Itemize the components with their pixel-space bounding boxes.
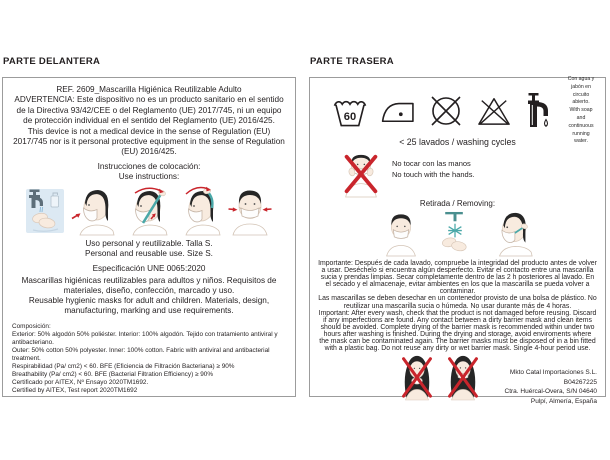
no-touch-text-es: No tocar con las manos	[392, 159, 471, 168]
use-instruction-steps	[12, 186, 286, 235]
removing-steps-row	[318, 209, 597, 256]
instructions-title-en: Use instructions:	[118, 172, 180, 182]
company-block	[505, 368, 597, 406]
composition-line: Certified by AITEX, Test report 2020TM1692	[12, 386, 138, 394]
important-text-en: Important: After every wash, check that the product is not damaged before reusing. Discard if any imperfections are found. Any contact between a dirty barrier mask and clean items should be avoided. Complete drying of the barrier mask is recommended within under two hours after washing is finished. During the drying and storage, avoid enviroments where the mask can be contaminated again. The barrier masks must be disposed of in a bin fitted with a plastic bag. Do not reuse any dirty or wet barrier mask. Single 4-hour period use.	[318, 309, 597, 353]
remove-mask-step-icon	[491, 210, 533, 256]
spec-text-en: Reusable hygienic masks for adult and children. Materials, design, manufacturing, marking and use requirements.	[28, 296, 270, 316]
wash-cycles-text: < 25 lavados / washing cycles	[399, 137, 516, 147]
wrong-use-face-icon	[446, 354, 480, 400]
strap-over-head-step-icon	[121, 187, 169, 235]
important-text-es-2: Las mascarillas se deben desechar en un contenedor provisto de una bolsa de plástico. No reutilizar una mascarilla sucia o húmeda. No usar durante más de 4 horas.	[318, 295, 597, 310]
wash-60-icon	[332, 95, 368, 128]
usage-text-en: Personal and reusable use. Size S.	[85, 249, 213, 259]
composition-line: Breathability (Pa/ cm2) < 60. BFE (Bacterial Filtration Efficiency) ≥ 90%	[12, 370, 214, 378]
usage-text-es: Uso personal y reutilizable. Talla S.	[85, 238, 213, 248]
no-touch-text-en: No touch with the hands.	[392, 170, 475, 179]
instructions-title-es: Instrucciones de colocación:	[97, 161, 201, 171]
company-address: Ctra. Huércal-Overa, S/N 04640	[504, 388, 597, 396]
strap-behind-head-step-icon	[174, 187, 222, 235]
iron-icon	[379, 97, 417, 125]
no-touch-face-icon	[340, 151, 382, 197]
mask-on-face-step-icon	[70, 187, 116, 235]
company-tax-id: B04267225	[563, 378, 597, 386]
handwash-step-icon	[25, 187, 65, 235]
company-name: Mkto Catal Importaciones S.L.	[509, 369, 597, 377]
composition-line: Outer: 50% cotton 50% polyester. Inner: 100% cotton. Fabric with antiviral and antibacterial treatment.	[12, 347, 270, 363]
wrong-use-face-icon	[400, 354, 434, 400]
company-city: Pulpí, Almería, España	[530, 397, 597, 405]
no-tumble-dry-icon	[428, 93, 464, 129]
spec-text-es: Mascarillas higiénicas reutilizables para adultos y niños. Requisitos de materiales, diseño, confección, marcado y uso.	[21, 275, 277, 295]
ref-line: REF. 2609_Mascarilla Higiénica Reutilizable Adulto	[56, 85, 242, 94]
tap-icon	[524, 91, 554, 131]
wash-temperature: 60	[343, 110, 357, 123]
back-panel-label: PARTE TRASERA	[310, 56, 394, 67]
bottom-row	[318, 354, 597, 406]
no-bleach-icon	[475, 95, 513, 127]
no-touch-row	[340, 151, 597, 197]
wash-note-line: Con agua y jabón en circuito abierto.	[567, 75, 595, 106]
face-front-mask-icon	[383, 212, 419, 256]
composition-line: Exterior: 50% algodón 50% poliéster. Interior: 100% algodón. Tejido con tratamiento antiviral y antibacteriano.	[12, 331, 278, 347]
wash-note	[565, 76, 597, 146]
adjust-mask-step-icon	[227, 187, 273, 235]
front-panel	[2, 77, 296, 397]
composition-block	[12, 323, 286, 394]
important-text-es-1: Importante: Después de cada lavado, compruebe la integridad del producto antes de volver a usar. Deséchelo si encuentra algún desperfecto. Evitar el contacto entre una mascarilla sucia y prendas limpias. Secar completamente dentro de las 2 h posteriores al lavado. En el secado y el almacenaje, evitar ambientes en los que la mascarilla se pueda volver a contaminar.	[318, 260, 597, 296]
composition-line: Respirabilidad (Pa/ cm2) < 60. BFE (Eficiencia de Filtración Bacteriana) ≥ 90%	[12, 363, 235, 371]
warning-text-en: This device is not a medical device in the sense of Regulation (EU) 2017/745 nor is it personal protective equipment in the sense of Regulation (EU) 2016/425.	[13, 126, 285, 157]
warning-text-es: ADVERTENCIA: Este dispositivo no es un producto sanitario en el sentido de la Directiva 93/42/CEE o del Reglamento (UE) 2017/745, ni un equipo de protección individual en el sentido del Reglamento (UE) 2016/425.	[14, 95, 284, 126]
composition-title: Composición:	[12, 323, 51, 331]
front-panel-label: PARTE DELANTERA	[3, 56, 101, 67]
composition-line: Certificado por AITEX, Nº Ensayo 2020TM1692.	[12, 378, 149, 386]
wrong-use-examples	[400, 354, 480, 400]
spec-title: Especificación UNE 0065:2020	[92, 264, 206, 274]
removing-title: Retirada / Removing:	[419, 199, 496, 208]
wash-note-line: With soap and continuous	[568, 107, 594, 129]
back-panel	[309, 75, 606, 405]
handwash-icon	[435, 211, 475, 256]
wash-note-line: running water.	[572, 130, 590, 145]
